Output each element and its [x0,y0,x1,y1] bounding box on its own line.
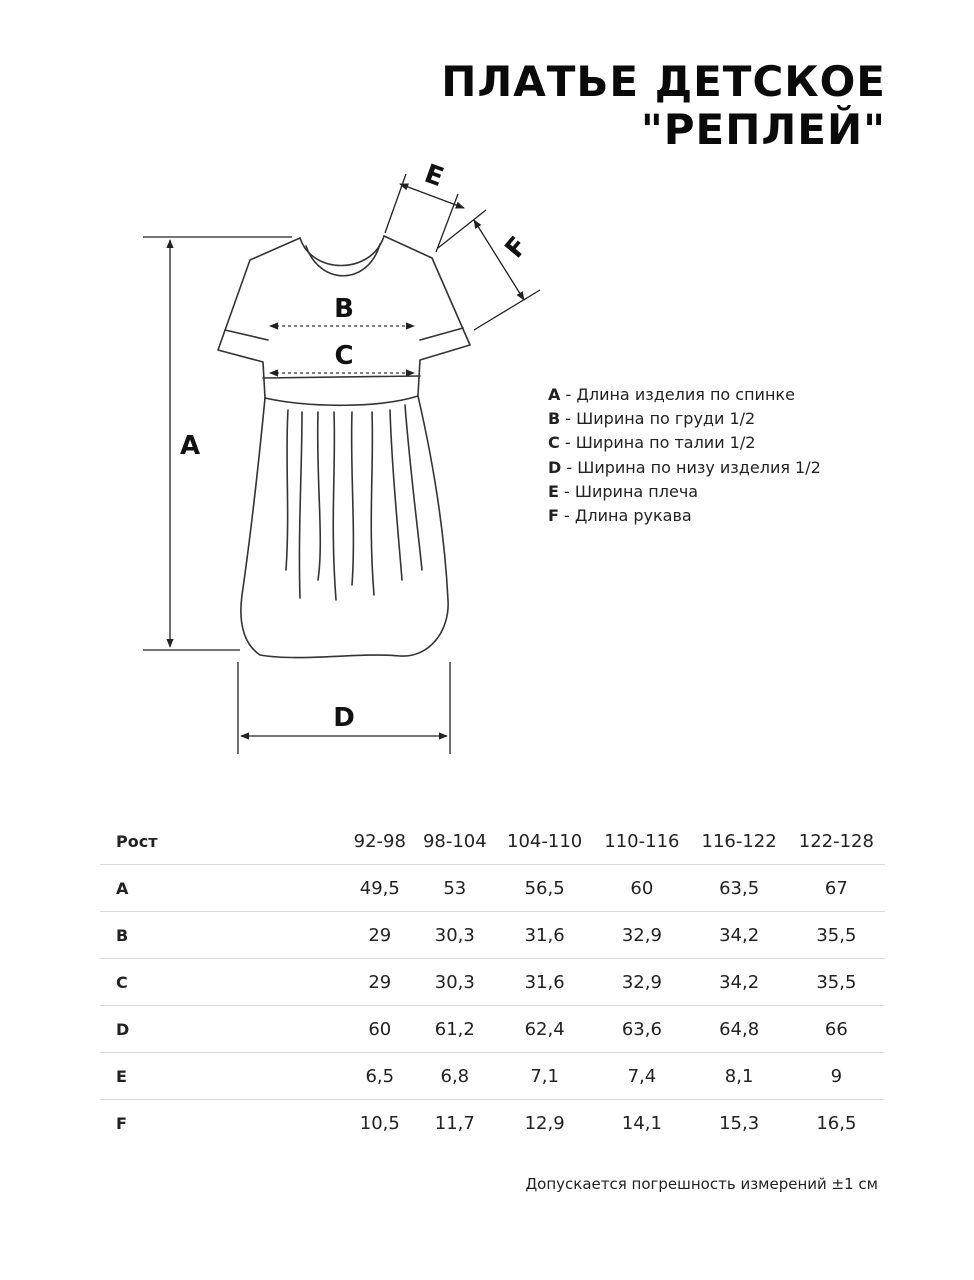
column-header: 98-104 [414,818,496,865]
table-cell: 7,4 [593,1053,690,1100]
legend-item-d: D - Ширина по низу изделия 1/2 [548,457,821,477]
row-label: E [100,1053,346,1100]
table-cell: 16,5 [816,1112,857,1134]
column-header: 110-116 [593,818,690,865]
table-cell: 53 [414,865,496,912]
table-cell: 29 [346,912,414,959]
table-cell: 34,2 [691,959,788,1006]
table-cell: 11,7 [434,1112,475,1134]
row-label: B [100,912,346,959]
table-cell: 64,8 [691,1006,788,1053]
table-cell: 7,1 [496,1053,593,1100]
table-cell: 15,3 [719,1112,760,1134]
table-cell: 34,2 [691,912,788,959]
measurement-legend [548,383,821,528]
table-row [100,1100,885,1147]
table-cell: 31,6 [496,959,593,1006]
label-b: B [334,294,354,324]
table-row [100,1053,885,1100]
header-label: Рост [100,818,346,865]
table-cell: 32,9 [593,912,690,959]
table-cell: 12,9 [524,1112,565,1134]
row-label: F [116,1113,127,1133]
legend-item-a: A - Длина изделия по спинке [548,385,795,404]
legend-item-c: C - Ширина по талии 1/2 [548,433,756,453]
legend-item-f: F - Длина рукава [548,506,692,526]
table-row [100,865,885,912]
column-header: 104-110 [496,818,593,865]
title-line-1: ПЛАТЬЕ ДЕТСКОЕ [441,57,886,106]
tolerance-note: Допускается погрешность измерений ±1 см [525,1175,878,1193]
dimension-f [438,210,540,330]
column-header: 116-122 [691,818,788,865]
table-cell: 56,5 [496,865,593,912]
table-cell: 63,6 [593,1006,690,1053]
column-header: 92-98 [346,818,414,865]
table-cell: 14,1 [621,1112,662,1134]
table-row [100,959,885,1006]
row-label: A [100,865,346,912]
table-row [100,912,885,959]
table-cell: 29 [346,959,414,1006]
table-cell: 35,5 [788,912,885,959]
label-f: F [499,231,534,265]
size-table [100,818,885,1146]
title-line-2: "РЕПЛЕЙ" [640,105,886,154]
table-cell: 9 [788,1053,885,1100]
table-cell: 63,5 [691,865,788,912]
dimension-a [143,237,292,650]
table-cell: 62,4 [496,1006,593,1053]
column-header: 122-128 [788,818,885,865]
table-row [100,1006,885,1053]
label-c: C [334,341,354,371]
label-d: D [333,703,355,733]
table-cell: 61,2 [414,1006,496,1053]
table-cell: 6,8 [414,1053,496,1100]
table-cell: 6,5 [346,1053,414,1100]
label-a: A [179,431,201,461]
table-cell: 31,6 [496,912,593,959]
table-cell: 30,3 [414,912,496,959]
table-cell: 32,9 [593,959,690,1006]
label-e: E [420,158,448,194]
table-header-row [100,818,885,865]
row-label: C [100,959,346,1006]
table-cell: 60 [346,1006,414,1053]
table-cell: 67 [788,865,885,912]
legend-item-e: E - Ширина плеча [548,481,699,501]
table-cell: 35,5 [788,959,885,1006]
table-cell: 66 [788,1006,885,1053]
table-cell: 8,1 [691,1053,788,1100]
table-cell: 60 [593,865,690,912]
legend-item-b: B - Ширина по груди 1/2 [548,409,756,429]
table-cell: 10,5 [359,1112,400,1134]
row-label: D [100,1006,346,1053]
table-cell: 30,3 [414,959,496,1006]
table-cell: 49,5 [346,865,414,912]
